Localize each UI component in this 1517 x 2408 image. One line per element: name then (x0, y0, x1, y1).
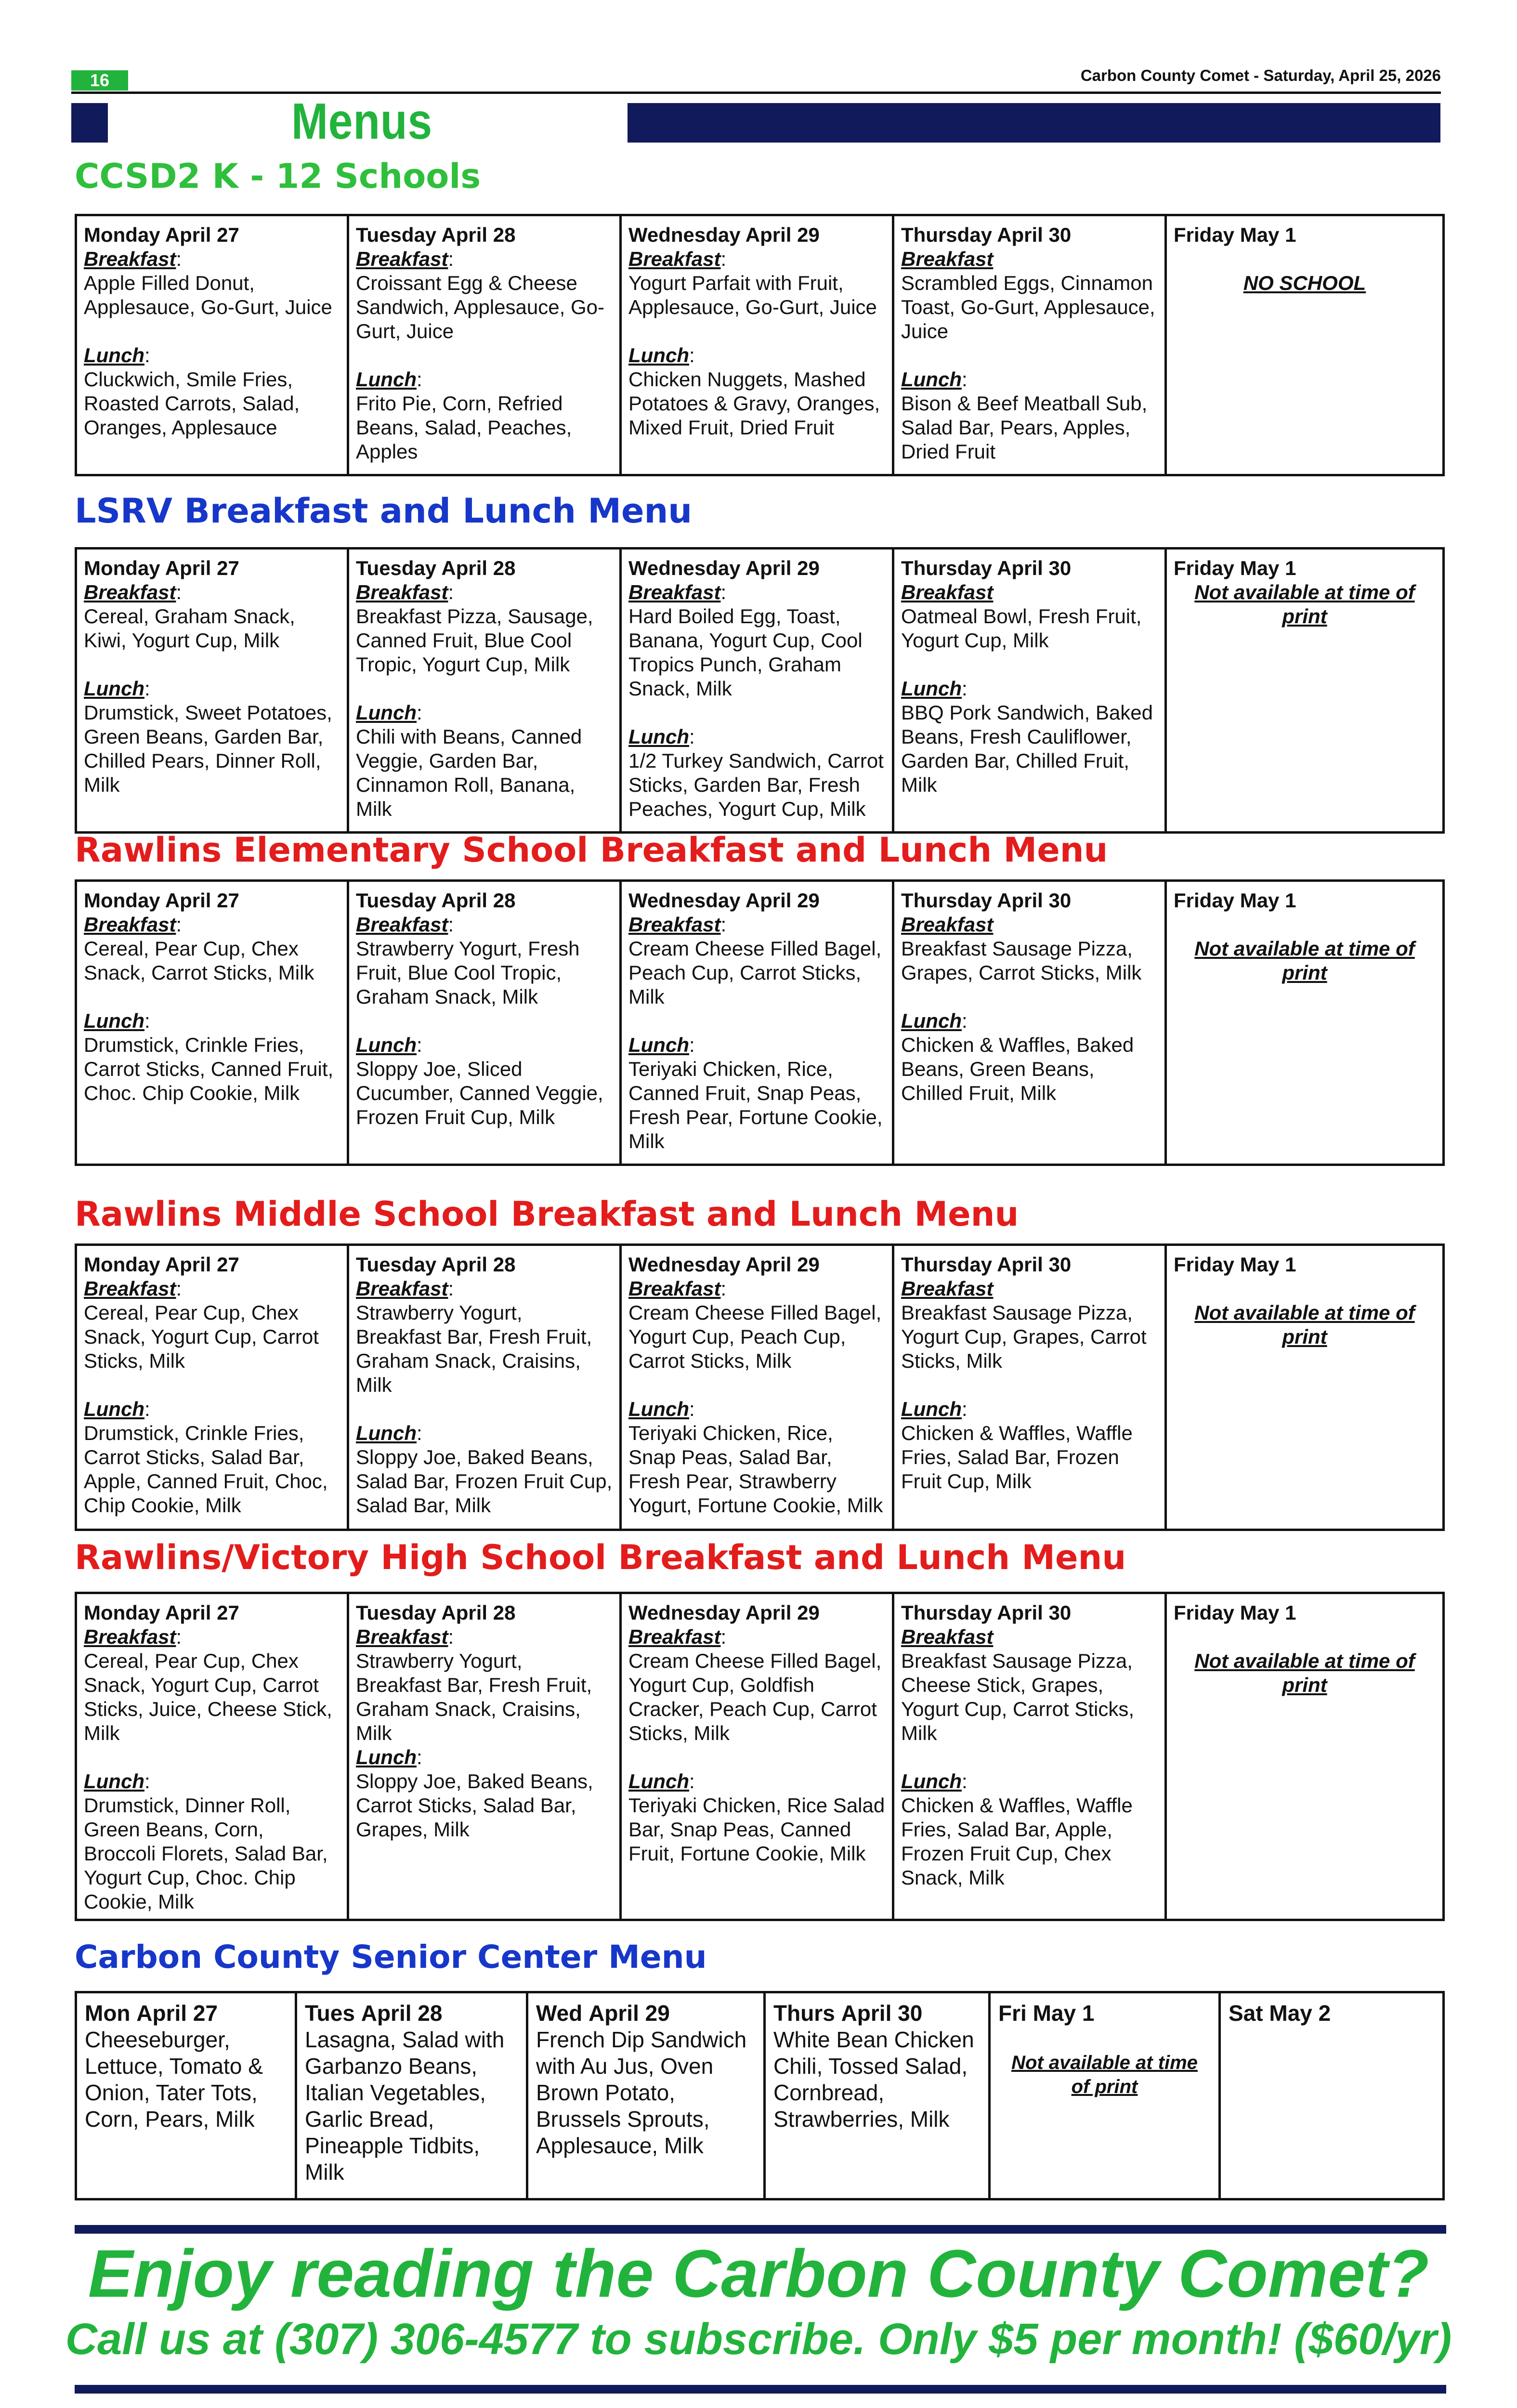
promo-top-rule (75, 2225, 1446, 2234)
breakfast-items: Croissant Egg & Cheese Sandwich, Applesauce, Go-Gurt, Juice (356, 272, 604, 342)
day-heading: Thursday April 30 (901, 1253, 1072, 1276)
day-date: April 28 (361, 2001, 443, 2026)
lunch-label: Lunch (84, 677, 144, 700)
menu-cell-thursday: Thursday April 30 Breakfast Breakfast Sausage Pizza, Cheese Stick, Grapes, Yogurt Cup, Carrot Sticks, Milk Lunch: Chicken & Waffles, Waffle Fries, Salad Bar, Apple, Frozen Fruit Cup, Chex Snack, Milk (893, 1593, 1166, 1920)
lunch-items: Teriyaki Chicken, Rice, Canned Fruit, Snap Peas, Fresh Pear, Fortune Cookie, Milk (628, 1058, 883, 1152)
day-name: Thurs (773, 2001, 835, 2026)
senior-menu-items: White Bean Chicken Chili, Tossed Salad, Cornbread, Strawberries, Milk (773, 2027, 974, 2132)
lunch-label: Lunch (628, 1398, 689, 1420)
lunch-items: 1/2 Turkey Sandwich, Carrot Sticks, Garden Bar, Fresh Peaches, Yogurt Cup, Milk (628, 749, 884, 820)
lunch-items: Frito Pie, Corn, Refried Beans, Salad, Peaches, Apples (356, 392, 572, 463)
section-title-elementary: Rawlins Elementary School Breakfast and Lunch Menu (75, 830, 1108, 870)
breakfast-items: Breakfast Sausage Pizza, Grapes, Carrot Sticks, Milk (901, 937, 1142, 984)
lunch-label: Lunch (356, 1422, 417, 1444)
breakfast-items: Hard Boiled Egg, Toast, Banana, Yogurt Cup, Cool Tropics Punch, Graham Snack, Milk (628, 605, 863, 700)
day-name: Fri (998, 2001, 1027, 2026)
breakfast-label: Breakfast (628, 913, 721, 936)
day-date: May 2 (1269, 2001, 1331, 2026)
senior-cell-wed (527, 1992, 765, 2199)
promo-headline: Enjoy reading the Carbon County Comet? (88, 2236, 1429, 2311)
day-heading: Wednesday April 29 (628, 889, 820, 912)
breakfast-label: Breakfast (84, 1277, 176, 1300)
day-heading: Friday May 1 (1174, 889, 1296, 912)
lunch-label: Lunch (901, 1009, 962, 1032)
menu-cell-friday (1166, 881, 1444, 1165)
section-title-high: Rawlins/Victory High School Breakfast and Lunch Menu (75, 1538, 1126, 1577)
section-title-ccsd2: CCSD2 K - 12 Schools (75, 157, 481, 196)
day-heading: Thursday April 30 (901, 557, 1072, 579)
breakfast-label: Breakfast (84, 581, 176, 603)
day-heading: Monday April 27 (84, 1601, 239, 1624)
day-heading: Friday May 1 (1174, 1601, 1296, 1624)
breakfast-label: Breakfast (356, 248, 448, 270)
breakfast-items: Cereal, Pear Cup, Chex Snack, Carrot Sticks, Milk (84, 937, 314, 984)
day-heading: Monday April 27 (84, 1253, 239, 1276)
promo-bottom-rule (75, 2385, 1446, 2394)
menu-cell-friday (1166, 215, 1444, 475)
day-name: Mon (85, 2001, 131, 2026)
day-heading: Thursday April 30 (901, 889, 1072, 912)
friday-note: NO SCHOOL (1243, 272, 1366, 294)
friday-note: Not available at time of print (1194, 1301, 1415, 1348)
lunch-label: Lunch (901, 1770, 962, 1793)
lunch-items: Cluckwich, Smile Fries, Roasted Carrots, Salad, Oranges, Applesauce (84, 368, 300, 439)
breakfast-label: Breakfast (84, 1625, 176, 1648)
breakfast-label: Breakfast (901, 248, 994, 270)
lunch-items: Teriyaki Chicken, Rice Salad Bar, Snap Peas, Canned Fruit, Fortune Cookie, Milk (628, 1794, 885, 1865)
lunch-label: Lunch (628, 725, 689, 748)
lunch-items: Chili with Beans, Canned Veggie, Garden Bar, Cinnamon Roll, Banana, Milk (356, 725, 582, 820)
senior-cell-tues (296, 1992, 527, 2199)
lunch-items: BBQ Pork Sandwich, Baked Beans, Fresh Cauliflower, Garden Bar, Chilled Fruit, Milk (901, 701, 1153, 796)
menu-cell-tuesday: Tuesday April 28 Breakfast: Strawberry Yogurt, Breakfast Bar, Fresh Fruit, Graham Snack, Craisins, Milk Lunch: Sloppy Joe, Baked Beans, Carrot Sticks, Salad Bar, Grapes, Milk (348, 1593, 621, 1920)
menu-cell-tuesday: Tuesday April 28 Breakfast: Strawberry Yogurt, Fresh Fruit, Blue Cool Tropic, Graham Snack, Milk Lunch: Sloppy Joe, Sliced Cucumber, Canned Veggie, Frozen Fruit Cup, Milk (348, 881, 621, 1165)
lunch-label: Lunch (356, 1034, 417, 1056)
day-date: May 1 (1033, 2001, 1095, 2026)
menu-cell-wednesday: Wednesday April 29 Breakfast: Cream Cheese Filled Bagel, Peach Cup, Carrot Sticks, Milk Lunch: Teriyaki Chicken, Rice, Canned Fruit, Snap Peas, Fresh Pear, Fortune Cookie, Milk (621, 881, 893, 1165)
breakfast-label: Breakfast (356, 581, 448, 603)
menu-cell-friday (1166, 1245, 1444, 1530)
breakfast-items: Strawberry Yogurt, Breakfast Bar, Fresh Fruit, Graham Snack, Craisins, Milk (356, 1301, 592, 1396)
lunch-label: Lunch (628, 1034, 689, 1056)
breakfast-label: Breakfast (901, 1625, 994, 1648)
day-date: April 27 (136, 2001, 218, 2026)
breakfast-label: Breakfast (628, 581, 721, 603)
day-heading: Tuesday April 28 (356, 557, 516, 579)
breakfast-label: Breakfast (628, 1625, 721, 1648)
breakfast-items: Yogurt Parfait with Fruit, Applesauce, Go-Gurt, Juice (628, 272, 877, 318)
menu-cell-monday: Monday April 27 Breakfast: Cereal, Graham Snack, Kiwi, Yogurt Cup, Milk Lunch: Drumstick, Sweet Potatoes, Green Beans, Garden Bar, Chilled Pears, Dinner Roll, Milk (76, 549, 348, 833)
day-heading: Thursday April 30 (901, 1601, 1072, 1624)
lunch-label: Lunch (628, 344, 689, 366)
breakfast-items: Cream Cheese Filled Bagel, Peach Cup, Carrot Sticks, Milk (628, 937, 882, 1008)
menu-cell-wednesday: Wednesday April 29 Breakfast: Cream Cheese Filled Bagel, Yogurt Cup, Peach Cup, Carrot Sticks, Milk Lunch: Teriyaki Chicken, Rice, Snap Peas, Salad Bar, Fresh Pear, Strawberry Yogurt, Fortune Cookie, Milk (621, 1245, 893, 1530)
day-date: April 29 (588, 2001, 670, 2026)
breakfast-items: Strawberry Yogurt, Fresh Fruit, Blue Cool Tropic, Graham Snack, Milk (356, 937, 580, 1008)
breakfast-label: Breakfast (628, 248, 721, 270)
senior-cell-sat (1220, 1992, 1444, 2199)
lunch-label: Lunch (84, 1009, 144, 1032)
senior-menu-items: Cheeseburger, Lettuce, Tomato & Onion, Tater Tots, Corn, Pears, Milk (85, 2027, 263, 2132)
friday-note: Not available at time of print (1194, 937, 1415, 984)
lunch-label: Lunch (356, 701, 417, 724)
menu-cell-friday (1166, 1593, 1444, 1920)
menu-table-lsrv (75, 547, 1445, 834)
menu-cell-monday: Monday April 27 Breakfast: Apple Filled Donut, Applesauce, Go-Gurt, Juice Lunch: Cluckwich, Smile Fries, Roasted Carrots, Salad, Oranges, Applesauce (76, 215, 348, 475)
lunch-items: Drumstick, Sweet Potatoes, Green Beans, Garden Bar, Chilled Pears, Dinner Roll, Milk (84, 701, 332, 796)
day-heading: Tuesday April 28 (356, 1253, 516, 1276)
breakfast-label: Breakfast (356, 913, 448, 936)
breakfast-items: Cream Cheese Filled Bagel, Yogurt Cup, Peach Cup, Carrot Sticks, Milk (628, 1301, 882, 1372)
menu-cell-wednesday: Wednesday April 29 Breakfast: Hard Boiled Egg, Toast, Banana, Yogurt Cup, Cool Tropics Punch, Graham Snack, Milk Lunch: 1/2 Turkey Sandwich, Carrot Sticks, Garden Bar, Fresh Peaches, Yogurt Cup, Milk (621, 549, 893, 833)
page-number: 16 (71, 70, 128, 91)
day-name: Sat (1229, 2001, 1263, 2026)
breakfast-label: Breakfast (84, 913, 176, 936)
breakfast-items: Scrambled Eggs, Cinnamon Toast, Go-Gurt, Applesauce, Juice (901, 272, 1155, 342)
day-heading: Monday April 27 (84, 223, 239, 246)
day-date: April 30 (841, 2001, 923, 2026)
breakfast-items: Breakfast Pizza, Sausage, Canned Fruit, Blue Cool Tropic, Yogurt Cup, Milk (356, 605, 593, 676)
lunch-items: Chicken Nuggets, Mashed Potatoes & Gravy, Oranges, Mixed Fruit, Dried Fruit (628, 368, 880, 439)
day-name: Tues (305, 2001, 355, 2026)
breakfast-label: Breakfast (901, 913, 994, 936)
menu-cell-thursday: Thursday April 30 Breakfast Breakfast Sausage Pizza, Yogurt Cup, Grapes, Carrot Sticks, Milk Lunch: Chicken & Waffles, Waffle Fries, Salad Bar, Frozen Fruit Cup, Milk (893, 1245, 1166, 1530)
lunch-label: Lunch (84, 1398, 144, 1420)
section-title-senior: Carbon County Senior Center Menu (75, 1938, 707, 1976)
senior-menu-items: French Dip Sandwich with Au Jus, Oven Brown Potato, Brussels Sprouts, Applesauce, Milk (536, 2027, 747, 2158)
breakfast-items: Cereal, Pear Cup, Chex Snack, Yogurt Cup, Carrot Sticks, Milk (84, 1301, 319, 1372)
senior-cell-mon (76, 1992, 296, 2199)
menu-table-ccsd2 (75, 214, 1445, 476)
menu-cell-tuesday: Tuesday April 28 Breakfast: Strawberry Yogurt, Breakfast Bar, Fresh Fruit, Graham Snack, Craisins, Milk Lunch: Sloppy Joe, Baked Beans, Salad Bar, Frozen Fruit Cup, Salad Bar, Milk (348, 1245, 621, 1530)
lunch-label: Lunch (356, 1746, 417, 1768)
breakfast-label: Breakfast (628, 1277, 721, 1300)
breakfast-label: Breakfast (356, 1625, 448, 1648)
breakfast-label: Breakfast (901, 1277, 994, 1300)
lunch-label: Lunch (628, 1770, 689, 1793)
menu-cell-thursday: Thursday April 30 Breakfast Breakfast Sausage Pizza, Grapes, Carrot Sticks, Milk Lunch: Chicken & Waffles, Baked Beans, Green Beans, Chilled Fruit, Milk (893, 881, 1166, 1165)
senior-menu-items: Lasagna, Salad with Garbanzo Beans, Italian Vegetables, Garlic Bread, Pineapple Tidbits, Milk (305, 2027, 505, 2185)
breakfast-label: Breakfast (84, 248, 176, 270)
menu-table-high (75, 1592, 1445, 1921)
menu-cell-monday: Monday April 27 Breakfast: Cereal, Pear Cup, Chex Snack, Carrot Sticks, Milk Lunch: Drumstick, Crinkle Fries, Carrot Sticks, Canned Fruit, Choc. Chip Cookie, Milk (76, 881, 348, 1165)
lunch-items: Chicken & Waffles, Baked Beans, Green Beans, Chilled Fruit, Milk (901, 1034, 1134, 1104)
menu-cell-thursday: Thursday April 30 Breakfast Oatmeal Bowl, Fresh Fruit, Yogurt Cup, Milk Lunch: BBQ Pork Sandwich, Baked Beans, Fresh Cauliflower, Garden Bar, Chilled Fruit, Milk (893, 549, 1166, 833)
friday-note: Not available at time of print (1194, 1649, 1415, 1696)
menu-table-elementary (75, 879, 1445, 1166)
lunch-label: Lunch (356, 368, 417, 391)
day-heading: Wednesday April 29 (628, 1253, 820, 1276)
lunch-label: Lunch (901, 1398, 962, 1420)
lunch-items: Drumstick, Dinner Roll, Green Beans, Corn, Broccoli Florets, Salad Bar, Yogurt Cup, Choc. Chip Cookie, Milk (84, 1794, 328, 1913)
lunch-items: Drumstick, Crinkle Fries, Carrot Sticks, Salad Bar, Apple, Canned Fruit, Choc, Chip Cookie, Milk (84, 1422, 328, 1517)
breakfast-items: Cereal, Pear Cup, Chex Snack, Yogurt Cup, Carrot Sticks, Juice, Cheese Stick, Milk (84, 1649, 332, 1744)
day-heading: Monday April 27 (84, 889, 239, 912)
senior-cell-thurs (765, 1992, 990, 2199)
lunch-items: Sloppy Joe, Baked Beans, Carrot Sticks, Salad Bar, Grapes, Milk (356, 1770, 593, 1841)
day-name: Wed (536, 2001, 583, 2026)
menu-table-middle (75, 1243, 1445, 1531)
promo-subscribe-line: Call us at (307) 306-4577 to subscribe. Only $5 per month! ($60/yr) (65, 2315, 1452, 2364)
lunch-label: Lunch (84, 344, 144, 366)
lunch-label: Lunch (901, 677, 962, 700)
senior-cell-fri (990, 1992, 1220, 2199)
day-heading: Friday May 1 (1174, 557, 1296, 579)
breakfast-items: Cereal, Graham Snack, Kiwi, Yogurt Cup, Milk (84, 605, 295, 652)
lunch-items: Sloppy Joe, Baked Beans, Salad Bar, Frozen Fruit Cup, Salad Bar, Milk (356, 1446, 613, 1517)
lunch-items: Bison & Beef Meatball Sub, Salad Bar, Pears, Apples, Dried Fruit (901, 392, 1148, 463)
paper-dateline: Carbon County Comet - Saturday, April 25, 2026 (1080, 66, 1441, 84)
breakfast-items: Breakfast Sausage Pizza, Cheese Stick, Grapes, Yogurt Cup, Carrot Sticks, Milk (901, 1649, 1134, 1744)
day-heading: Wednesday April 29 (628, 223, 820, 246)
breakfast-label: Breakfast (901, 581, 994, 603)
breakfast-items: Strawberry Yogurt, Breakfast Bar, Fresh Fruit, Graham Snack, Craisins, Milk (356, 1649, 592, 1744)
lunch-items: Teriyaki Chicken, Rice, Snap Peas, Salad Bar, Fresh Pear, Strawberry Yogurt, Fortune Cookie, Milk (628, 1422, 883, 1517)
menu-cell-friday (1166, 549, 1444, 833)
header-rule (71, 92, 1441, 94)
day-heading: Monday April 27 (84, 557, 239, 579)
breakfast-label: Breakfast (356, 1277, 448, 1300)
day-heading: Tuesday April 28 (356, 1601, 516, 1624)
menu-cell-monday: Monday April 27 Breakfast: Cereal, Pear Cup, Chex Snack, Yogurt Cup, Carrot Sticks, Milk Lunch: Drumstick, Crinkle Fries, Carrot Sticks, Salad Bar, Apple, Canned Fruit, Choc, Chip Cookie, Milk (76, 1245, 348, 1530)
breakfast-items: Oatmeal Bowl, Fresh Fruit, Yogurt Cup, Milk (901, 605, 1142, 652)
day-heading: Friday May 1 (1174, 1253, 1296, 1276)
day-heading: Wednesday April 29 (628, 557, 820, 579)
friday-note: Not available at time of print (1011, 2052, 1198, 2097)
header-navy-block (71, 103, 108, 143)
header-navy-bar (628, 103, 1440, 143)
menu-cell-thursday: Thursday April 30 Breakfast Scrambled Eggs, Cinnamon Toast, Go-Gurt, Applesauce, Juice Lunch: Bison & Beef Meatball Sub, Salad Bar, Pears, Apples, Dried Fruit (893, 215, 1166, 475)
page-title: Menus (291, 93, 433, 150)
menu-cell-wednesday: Wednesday April 29 Breakfast: Cream Cheese Filled Bagel, Yogurt Cup, Goldfish Cracker, Peach Cup, Carrot Sticks, Milk Lunch: Teriyaki Chicken, Rice Salad Bar, Snap Peas, Canned Fruit, Fortune Cookie, Milk (621, 1593, 893, 1920)
breakfast-items: Cream Cheese Filled Bagel, Yogurt Cup, Goldfish Cracker, Peach Cup, Carrot Sticks, Milk (628, 1649, 882, 1744)
section-title-lsrv: LSRV Breakfast and Lunch Menu (75, 491, 693, 531)
day-heading: Tuesday April 28 (356, 889, 516, 912)
lunch-items: Chicken & Waffles, Waffle Fries, Salad Bar, Frozen Fruit Cup, Milk (901, 1422, 1133, 1492)
day-heading: Wednesday April 29 (628, 1601, 820, 1624)
lunch-label: Lunch (84, 1770, 144, 1793)
menu-cell-tuesday: Tuesday April 28 Breakfast: Croissant Egg & Cheese Sandwich, Applesauce, Go-Gurt, Juice Lunch: Frito Pie, Corn, Refried Beans, Salad, Peaches, Apples (348, 215, 621, 475)
section-title-middle: Rawlins Middle School Breakfast and Lunch Menu (75, 1194, 1019, 1234)
menu-cell-monday: Monday April 27 Breakfast: Cereal, Pear Cup, Chex Snack, Yogurt Cup, Carrot Sticks, Juice, Cheese Stick, Milk Lunch: Drumstick, Dinner Roll, Green Beans, Corn, Broccoli Florets, Salad Bar, Yogurt Cup, Choc. Chip Cookie, Milk (76, 1593, 348, 1920)
menu-cell-wednesday: Wednesday April 29 Breakfast: Yogurt Parfait with Fruit, Applesauce, Go-Gurt, Juice Lunch: Chicken Nuggets, Mashed Potatoes & Gravy, Oranges, Mixed Fruit, Dried Fruit (621, 215, 893, 475)
lunch-items: Sloppy Joe, Sliced Cucumber, Canned Veggie, Frozen Fruit Cup, Milk (356, 1058, 603, 1128)
breakfast-items: Breakfast Sausage Pizza, Yogurt Cup, Grapes, Carrot Sticks, Milk (901, 1301, 1147, 1372)
menu-table-senior (75, 1991, 1445, 2200)
day-heading: Thursday April 30 (901, 223, 1072, 246)
day-heading: Tuesday April 28 (356, 223, 516, 246)
lunch-items: Chicken & Waffles, Waffle Fries, Salad Bar, Apple, Frozen Fruit Cup, Chex Snack, Milk (901, 1794, 1133, 1889)
breakfast-items: Apple Filled Donut, Applesauce, Go-Gurt, Juice (84, 272, 332, 318)
friday-note: Not available at time of print (1194, 581, 1415, 628)
day-heading: Friday May 1 (1174, 223, 1296, 246)
lunch-label: Lunch (901, 368, 962, 391)
menu-cell-tuesday: Tuesday April 28 Breakfast: Breakfast Pizza, Sausage, Canned Fruit, Blue Cool Tropic, Yogurt Cup, Milk Lunch: Chili with Beans, Canned Veggie, Garden Bar, Cinnamon Roll, Banana, Milk (348, 549, 621, 833)
lunch-items: Drumstick, Crinkle Fries, Carrot Sticks, Canned Fruit, Choc. Chip Cookie, Milk (84, 1034, 334, 1104)
